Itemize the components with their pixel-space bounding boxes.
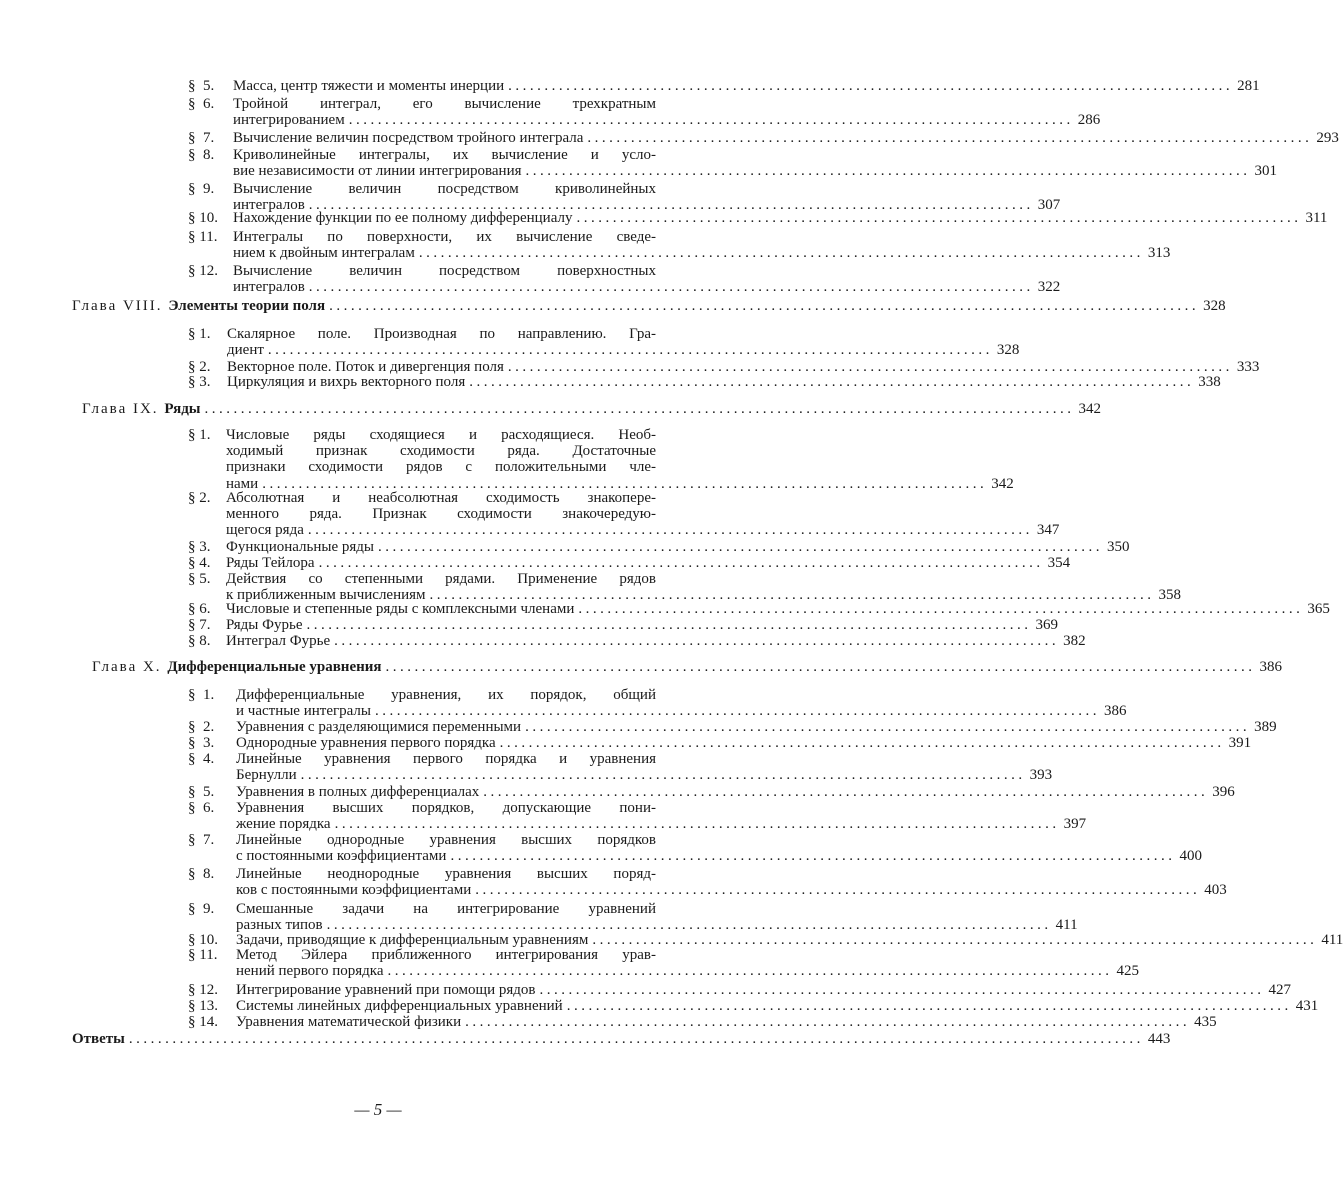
section-number: § 3.	[188, 735, 215, 751]
section-title-line: нами	[226, 475, 259, 492]
leader-dots: ....................................................................................................	[318, 555, 1044, 571]
section-title-line: Действия со степенными рядами. Применение рядов	[226, 571, 656, 587]
section-number: § 6.	[188, 96, 215, 112]
section-title-line: ков с постоянными коэффициентами	[236, 882, 472, 899]
leader-dots: ....................................................................................................	[308, 197, 1034, 214]
toc-section	[188, 719, 1277, 735]
leader-dots: ....................................................................................................	[300, 767, 1026, 784]
chapter-title: Дифференциальные уравнения	[167, 659, 382, 675]
section-number: § 4.	[188, 555, 211, 571]
section-title-line: разных типов	[236, 917, 323, 934]
section-number: § 8.	[188, 633, 211, 649]
section-title-line: диент	[227, 342, 264, 359]
leader-dots: ....................................................................................................	[348, 112, 1074, 129]
toc-section	[188, 229, 1171, 262]
section-title-line: Циркуляция и вихрь векторного поля	[227, 374, 466, 390]
leader-dots: ....................................................................................................	[539, 982, 1265, 998]
toc-section	[188, 633, 1086, 649]
section-number: § 14.	[188, 1014, 218, 1030]
toc-section	[188, 947, 1139, 980]
section-title-line: Масса, центр тяжести и моменты инерции	[233, 78, 505, 94]
page-ref: 382	[1063, 633, 1086, 649]
page-ref: 333	[1236, 359, 1260, 375]
chapter-label: Глава X.	[92, 659, 168, 675]
section-number: § 5.	[188, 784, 215, 800]
page-ref: 400	[1179, 848, 1202, 865]
toc-section	[188, 751, 1053, 784]
section-number: § 11.	[188, 947, 218, 963]
page-ref: 431	[1295, 998, 1319, 1014]
page-ref: 342	[991, 475, 1014, 492]
leader-dots: ....................................................................................................	[578, 601, 1304, 617]
section-number: § 1.	[188, 427, 211, 443]
section-title-line: Уравнения высших порядков, допускающие пони-	[236, 800, 656, 816]
section-number: § 5.	[188, 78, 215, 94]
section-title-line: Метод Эйлера приближенного интегрирования урав-	[236, 947, 656, 963]
section-number: § 6.	[188, 800, 215, 816]
section-title-line: Векторное поле. Поток и дивергенция поля	[227, 359, 504, 375]
page-ref: 369	[1035, 617, 1058, 633]
page-ref: 313	[1147, 245, 1171, 262]
leader-dots: ....................................................................................................	[267, 342, 993, 359]
page-ref: 411	[1321, 932, 1343, 948]
section-number: § 1.	[188, 326, 211, 342]
section-title-line: щегося ряда	[226, 522, 304, 539]
section-number: § 6.	[188, 601, 211, 617]
page-ref: 396	[1212, 784, 1235, 800]
section-title-line: Уравнения с разделяющимися переменными	[236, 719, 522, 735]
section-number: § 12.	[188, 263, 218, 279]
leader-dots: ....................................................................................................	[378, 539, 1103, 555]
leader-dots: ....................................................................................................	[576, 210, 1302, 226]
toc-section	[188, 687, 1127, 720]
page-ref: 358	[1158, 587, 1182, 604]
section-title-line: Линейные однородные уравнения высших порядков	[236, 832, 656, 848]
toc-section	[188, 326, 1020, 359]
toc-section	[188, 800, 1087, 833]
leader-dots: ........................................................................................................................	[204, 401, 1075, 417]
section-number: § 10.	[188, 210, 218, 226]
section-title-line: Скалярное поле. Производная по направлению. Гра-	[227, 326, 656, 342]
toc-section	[188, 901, 1078, 934]
answers-title: Ответы	[72, 1031, 125, 1047]
section-title-line: интегрированием	[233, 112, 345, 129]
section-title-line: Абсолютная и неабсолютная сходимость знакопере-	[226, 490, 656, 506]
section-title-line: Линейные уравнения первого порядка и уравнения	[236, 751, 656, 767]
toc-answers	[72, 1031, 1171, 1047]
toc-section	[188, 130, 1339, 146]
section-title-line: Вычисление величин посредством поверхностных	[233, 263, 656, 279]
leader-dots: ....................................................................................................	[465, 1014, 1191, 1030]
section-number: § 7.	[188, 617, 211, 633]
page-ref: 365	[1307, 601, 1330, 617]
section-title-line: интегралов	[233, 279, 305, 296]
section-title-line: Тройной интеграл, его вычисление трехкратным	[233, 96, 656, 112]
page-ref: 443	[1147, 1031, 1171, 1047]
section-title-line: Ряды Фурье	[226, 617, 303, 633]
leader-dots: ....................................................................................................	[374, 703, 1100, 720]
section-number: § 13.	[188, 998, 218, 1014]
chapter-label: Глава IX.	[82, 401, 165, 417]
toc-section	[188, 263, 1061, 296]
chapter-label: Глава VIII.	[72, 298, 169, 314]
section-title-line: Функциональные ряды	[226, 539, 374, 555]
section-title-line: Линейные неоднородные уравнения высших поряд-	[236, 866, 656, 882]
section-number: § 8.	[188, 147, 215, 163]
page-ref: 328	[996, 342, 1020, 359]
toc-section	[188, 832, 1202, 865]
toc-section	[188, 427, 1014, 492]
section-title-line: Интеграл Фурье	[226, 633, 331, 649]
page-ref: 286	[1077, 112, 1101, 129]
section-title-line: к приближенным вычислениям	[226, 587, 426, 604]
page-ref: 350	[1107, 539, 1130, 555]
leader-dots: ....................................................................................................	[326, 917, 1052, 934]
section-title-line: Однородные уравнения первого порядка	[236, 735, 496, 751]
leader-dots: ........................................................................................................................	[329, 298, 1200, 314]
section-title-line: и частные интегралы	[236, 703, 371, 720]
section-number: § 9.	[188, 181, 215, 197]
toc-section	[188, 735, 1252, 751]
page-ref: 342	[1078, 401, 1102, 417]
section-title-line: ходимый признак сходимости ряда. Достаточные	[226, 443, 656, 460]
section-title-line: признаки сходимости рядов с положительными чле-	[226, 459, 656, 476]
section-title-line: нием к двойным интегралам	[233, 245, 415, 262]
toc-section	[188, 210, 1328, 226]
leader-dots: ....................................................................................................	[592, 932, 1318, 948]
page-ref: 393	[1029, 767, 1053, 784]
section-number: § 11.	[188, 229, 218, 245]
section-number: § 8.	[188, 866, 215, 882]
section-title-line: Задачи, приводящие к дифференциальным уравнениям	[236, 932, 589, 948]
leader-dots: ....................................................................................................	[469, 374, 1195, 390]
section-title-line: Криволинейные интегралы, их вычисление и усло-	[233, 147, 656, 163]
leader-dots: ....................................................................................................	[306, 617, 1032, 633]
toc-section	[188, 539, 1130, 555]
page-ref: 301	[1254, 163, 1278, 180]
toc-section	[188, 601, 1330, 617]
leader-dots: ....................................................................................................	[566, 998, 1292, 1014]
page-ref: 347	[1036, 522, 1060, 539]
page-ref: 391	[1228, 735, 1252, 751]
section-title-line: Числовые ряды сходящиеся и расходящиеся. Необ-	[226, 427, 656, 443]
chapter-title: Элементы теории поля	[168, 298, 326, 314]
toc-section	[188, 147, 1278, 180]
page-ref: 354	[1047, 555, 1071, 571]
page-ref: 322	[1037, 279, 1061, 296]
toc-section	[188, 96, 1101, 129]
page-ref: 411	[1055, 917, 1078, 934]
leader-dots: ....................................................................................................	[450, 848, 1176, 865]
section-title-line: Бернулли	[236, 767, 297, 784]
leader-dots: ....................................................................................................	[262, 475, 988, 492]
toc-section	[188, 374, 1221, 390]
leader-dots: ....................................................................................................	[308, 279, 1034, 296]
section-title-line: Числовые и степенные ряды с комплексными членами	[226, 601, 575, 617]
section-title-line: жение порядка	[236, 816, 331, 833]
page-ref: 435	[1194, 1014, 1217, 1030]
section-number: § 2.	[188, 490, 211, 506]
toc-section	[188, 982, 1291, 998]
section-title-line: Нахождение функции по ее полному дифференциалу	[233, 210, 573, 226]
leader-dots: ....................................................................................................	[483, 784, 1209, 800]
page-ref: 338	[1198, 374, 1221, 390]
toc-section	[188, 617, 1058, 633]
section-number: § 4.	[188, 751, 215, 767]
section-title-line: Ряды Тейлора	[226, 555, 315, 571]
section-title-line: с постоянными коэффициентами	[236, 848, 447, 865]
section-title-line: Уравнения математической физики	[236, 1014, 462, 1030]
section-number: § 3.	[188, 374, 211, 390]
toc-section	[188, 784, 1235, 800]
section-title-line: менного ряда. Признак сходимости знакочередую-	[226, 506, 656, 523]
section-title-line: нений первого порядка	[236, 963, 384, 980]
page-ref: 403	[1204, 882, 1227, 899]
section-number: § 3.	[188, 539, 211, 555]
leader-dots: ....................................................................................................	[429, 587, 1155, 604]
toc-section	[188, 1014, 1217, 1030]
leader-dots: ....................................................................................................	[507, 359, 1233, 375]
leader-dots: ....................................................................................................	[525, 163, 1251, 180]
section-number: § 7.	[188, 832, 215, 848]
section-title-line: Интегрирование уравнений при помощи рядов	[236, 982, 536, 998]
section-title-line: Смешанные задачи на интегрирование уравнений	[236, 901, 656, 917]
page-ref: 281	[1237, 78, 1260, 94]
toc-section	[188, 490, 1060, 539]
section-title-line: Уравнения в полных дифференциалах	[236, 784, 480, 800]
page-ref: 425	[1116, 963, 1139, 980]
page-number: — 5 —	[354, 1100, 402, 1119]
leader-dots: ....................................................................................................	[334, 816, 1060, 833]
section-number: § 2.	[188, 359, 211, 375]
toc-section	[188, 78, 1260, 94]
toc-chapter	[92, 659, 1283, 675]
section-title-line: Дифференциальные уравнения, их порядок, общий	[236, 687, 656, 703]
leader-dots: ........................................................................................................................	[385, 659, 1256, 675]
section-number: § 12.	[188, 982, 218, 998]
leader-dots: ....................................................................................................	[307, 522, 1033, 539]
section-number: § 2.	[188, 719, 215, 735]
section-title-line: Вычисление величин посредством тройного интеграла	[233, 130, 584, 146]
toc-section	[188, 359, 1260, 375]
section-number: § 1.	[188, 687, 215, 703]
page-ref: 386	[1259, 659, 1283, 675]
toc-chapter	[82, 401, 1102, 417]
page-ref: 427	[1268, 982, 1291, 998]
leader-dots: ....................................................................................................	[418, 245, 1144, 262]
section-title-line: Интегралы по поверхности, их вычисление сведе-	[233, 229, 656, 245]
page-ref: 389	[1254, 719, 1277, 735]
section-number: § 9.	[188, 901, 215, 917]
toc-section	[188, 555, 1071, 571]
section-title-line: интегралов	[233, 197, 305, 214]
toc-section	[188, 998, 1319, 1014]
section-number: § 10.	[188, 932, 218, 948]
leader-dots: ....................................................................................................	[475, 882, 1201, 899]
page-ref: 328	[1203, 298, 1226, 314]
section-title-line: Вычисление величин посредством криволинейных	[233, 181, 656, 197]
chapter-title: Ряды	[164, 401, 201, 417]
toc-chapter	[72, 298, 1226, 314]
leader-dots: ............................................................................................................................................	[128, 1031, 1144, 1047]
toc-section	[188, 181, 1061, 214]
section-title-line: Системы линейных дифференциальных уравнений	[236, 998, 563, 1014]
section-number: § 7.	[188, 130, 215, 146]
section-number: § 5.	[188, 571, 211, 587]
toc-section	[188, 571, 1182, 604]
leader-dots: ....................................................................................................	[525, 719, 1251, 735]
leader-dots: ....................................................................................................	[508, 78, 1234, 94]
page-ref: 397	[1063, 816, 1087, 833]
leader-dots: ....................................................................................................	[334, 633, 1060, 649]
leader-dots: ....................................................................................................	[387, 963, 1113, 980]
page-ref: 311	[1305, 210, 1328, 226]
page-ref: 293	[1316, 130, 1339, 146]
page-ref: 386	[1103, 703, 1127, 720]
leader-dots: ....................................................................................................	[587, 130, 1313, 146]
leader-dots: ....................................................................................................	[499, 735, 1225, 751]
toc-section	[188, 866, 1227, 899]
page-ref: 307	[1037, 197, 1061, 214]
toc-section	[188, 932, 1343, 948]
section-title-line: вие независимости от линии интегрирования	[233, 163, 522, 180]
